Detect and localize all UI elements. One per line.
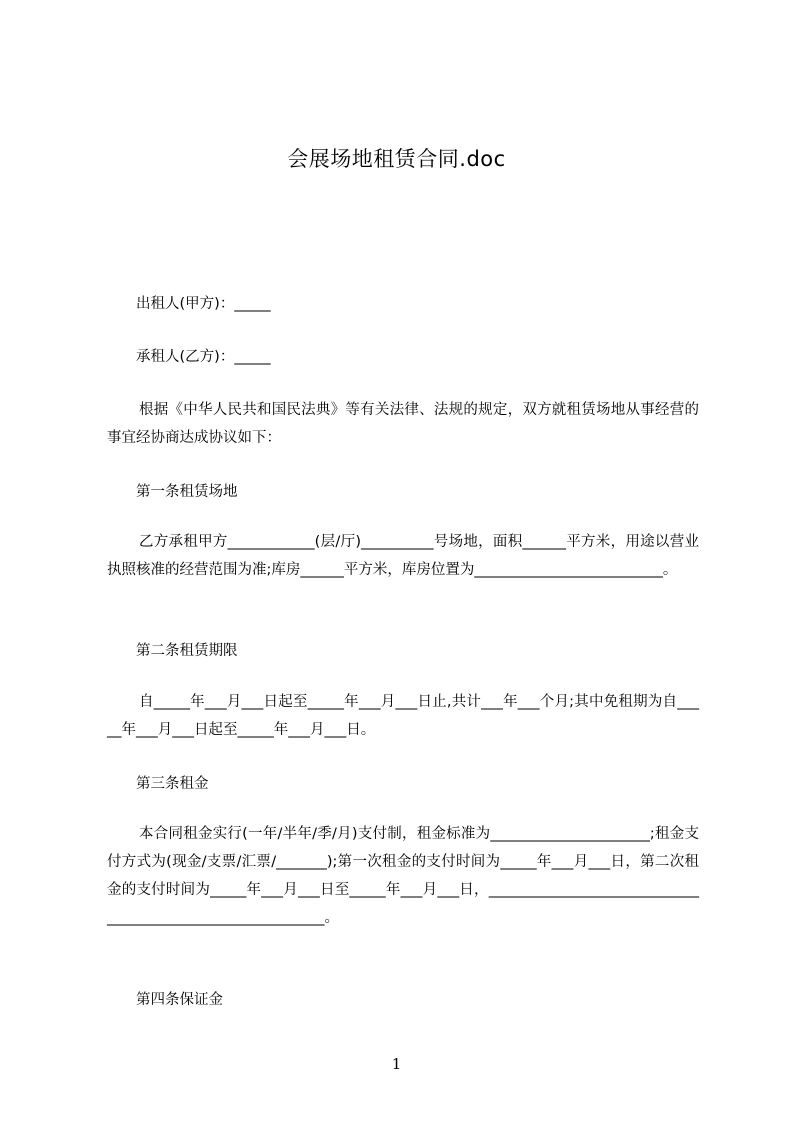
article-3-title: 第三条租金	[136, 776, 209, 792]
intro-paragraph: 根据《中华人民共和国民法典》等有关法律、法规的规定，双方就租赁场地从事经营的事宜经协商达成协议如下：	[107, 402, 699, 446]
document-title: 会展场地租赁合同.doc	[287, 147, 506, 171]
lessee-line: 承租人(乙方)：_____	[136, 349, 271, 365]
lessor-line: 出租人(甲方)：_____	[136, 296, 271, 312]
article-2-title: 第二条租赁期限	[136, 643, 238, 659]
article-1-title: 第一条租赁场地	[136, 484, 238, 500]
article-2-text: 自_____年___月___日起至_____年___月___日止,共计___年___个月;其中免租期为自_____年___月___日起至_____年___月___日。	[107, 694, 699, 738]
article-4-title: 第四条保证金	[136, 992, 223, 1008]
article-1-text: 乙方承租甲方____________(层/厅)__________号场地，面积______平方米，用途以营业执照核准的经营范围为准;库房______平方米，库房位置为__________________________。	[107, 534, 699, 578]
article-3-text: 本合同租金实行(一年/半年/季/月)支付制，租金标准为______________________;租金支付方式为(现金/支票/汇票/_______);第一次租金的支付时间为_____年___月___日，第二次租金的支付时间为_____年___月___日至_____年___月___日，___________________________________________________________。	[107, 826, 699, 926]
page-number: 1	[391, 1055, 402, 1073]
